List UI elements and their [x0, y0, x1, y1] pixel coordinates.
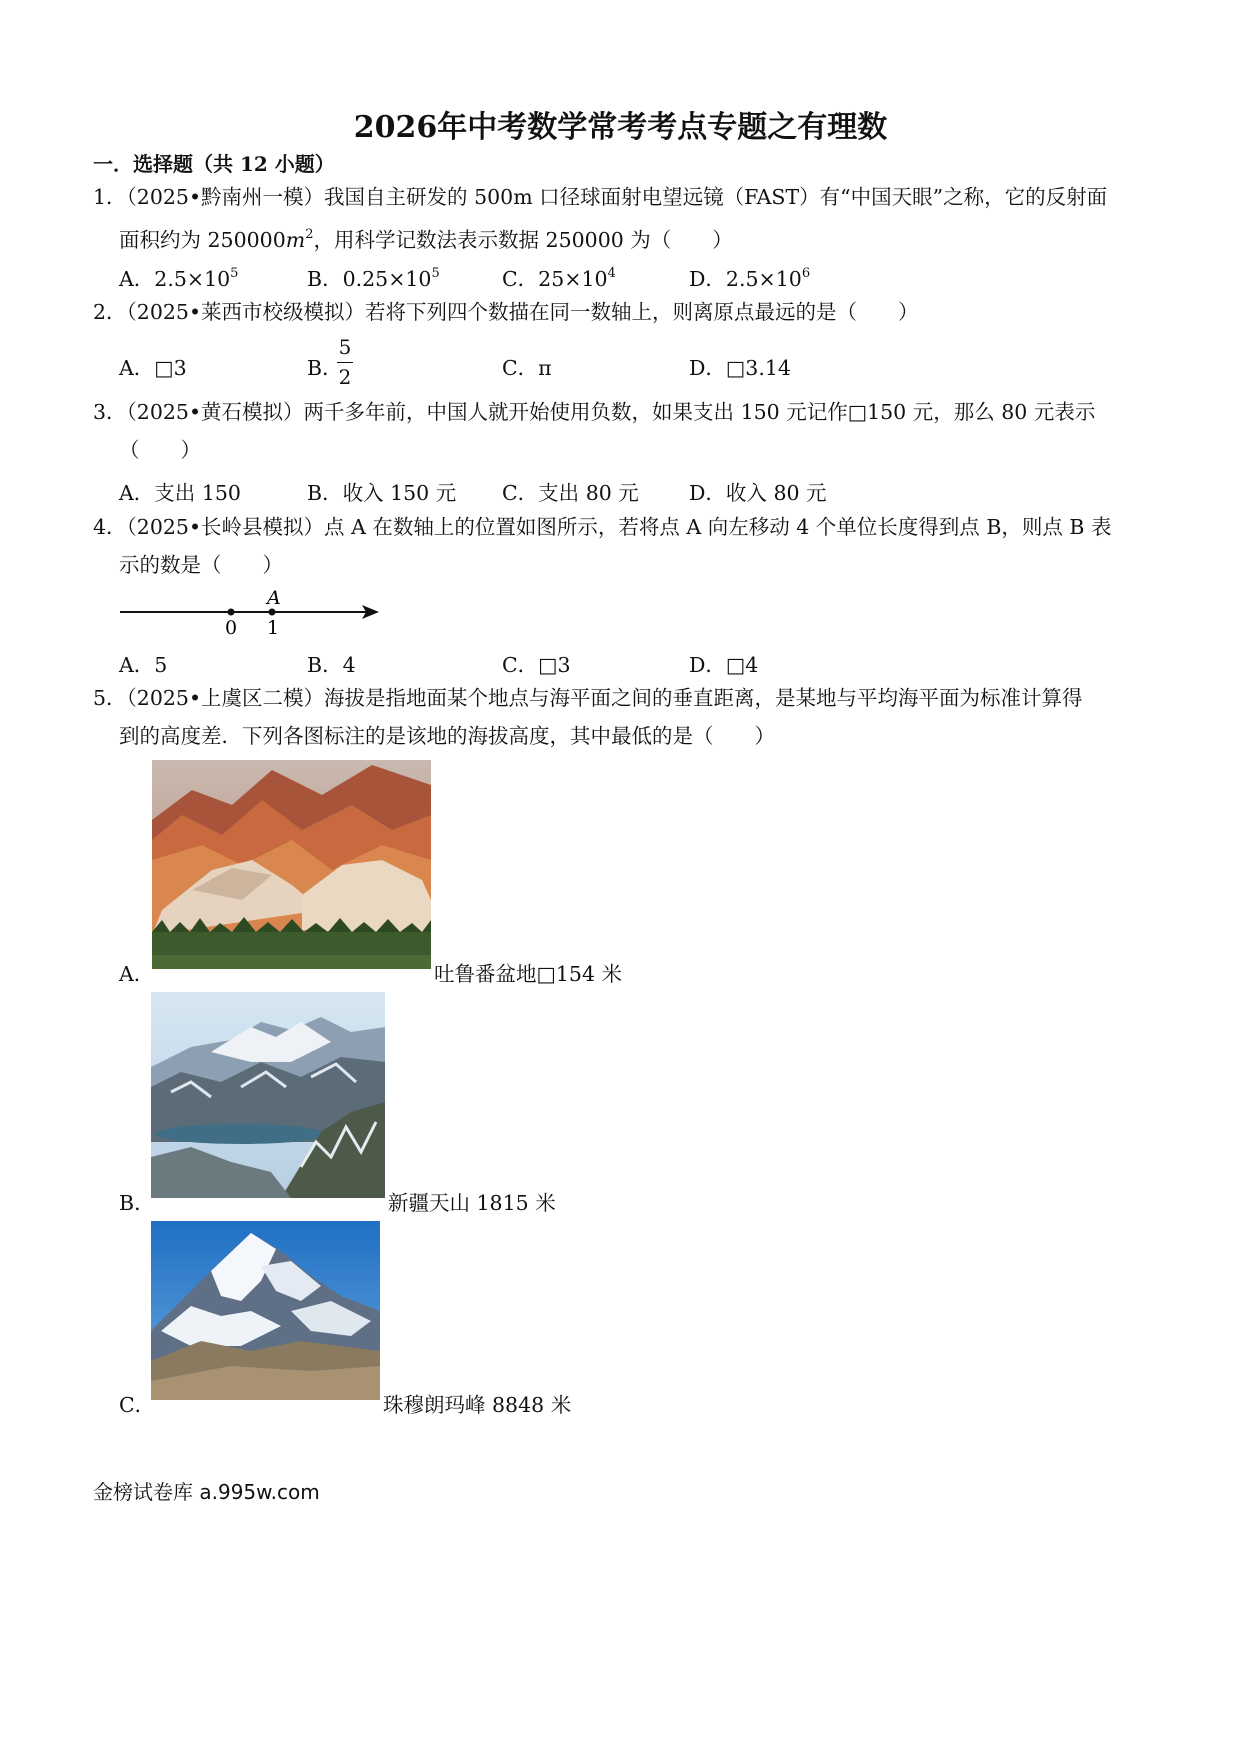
question-5-option-c-caption: 珠穆朗玛峰 8848 米 [383, 1393, 572, 1417]
point-a-label: A [267, 587, 281, 609]
fraction-bar [337, 362, 353, 363]
question-3-option-a[interactable]: A．支出 150 [119, 481, 241, 505]
page-title: 2026年中考数学常考考点专题之有理数 [353, 110, 888, 145]
turpan-basin-photo [152, 760, 431, 969]
question-2-line-1: 2．（2025•莱西市校级模拟）若将下列四个数描在同一数轴上，则离原点最远的是（ ） [93, 300, 919, 324]
section-heading: 一．选择题（共 12 小题） [93, 152, 335, 176]
question-5-option-a-caption: 吐鲁番盆地□154 米 [434, 962, 623, 986]
question-4-option-a[interactable]: A．5 [119, 653, 168, 677]
fraction-denominator: 2 [338, 365, 352, 389]
question-4-option-b[interactable]: B．4 [307, 653, 356, 677]
question-5-option-a[interactable]: A． [119, 962, 155, 986]
question-2-option-c[interactable]: C．π [502, 356, 552, 380]
question-1-option-b[interactable]: B．$0.25\times 10^5$ [307, 266, 440, 291]
question-3-line-2: （ ） [119, 438, 201, 462]
origin-point [228, 609, 235, 616]
tick-label-1: 1 [267, 617, 280, 639]
question-2-option-b[interactable]: B． [307, 356, 343, 380]
question-4-option-c[interactable]: C．□3 [502, 653, 571, 677]
question-1-option-c[interactable]: C．$25\times 10^4$ [502, 266, 616, 291]
tianshan-photo [151, 992, 385, 1198]
point-a [269, 609, 276, 616]
number-line-diagram [115, 585, 385, 640]
question-1-option-a[interactable]: A．$2.5\times 10^5$ [119, 266, 239, 291]
question-5-option-b-caption: 新疆天山 1815 米 [388, 1191, 556, 1215]
question-2-option-d[interactable]: D．□3.14 [689, 356, 791, 380]
question-1-line-2: 面积约为 $250000m^2$，用科学记数法表示数据 250000 为（ ） [119, 227, 733, 252]
question-2-option-a[interactable]: A．□3 [119, 356, 187, 380]
question-3-option-b[interactable]: B．收入 150 元 [307, 481, 457, 505]
fraction-numerator: 5 [338, 335, 352, 359]
question-5-option-b[interactable]: B． [119, 1191, 155, 1215]
question-4-line-2: 示的数是（ ） [119, 553, 283, 577]
question-3-line-1: 3．（2025•黄石模拟）两千多年前，中国人就开始使用负数，如果支出 150 元记作□150 元，那么 80 元表示 [93, 400, 1096, 424]
question-4-option-d[interactable]: D．□4 [689, 653, 759, 677]
question-5-line-1: 5．（2025•上虞区二模）海拔是指地面某个地点与海平面之间的垂直距离，是某地与平均海平面为标准计算得 [93, 686, 1083, 710]
footer-watermark: 金榜试卷库 a.995w.com [93, 1480, 320, 1504]
question-3-option-c[interactable]: C．支出 80 元 [502, 481, 639, 505]
question-5-line-2: 到的高度差．下列各图标注的是该地的海拔高度，其中最低的是（ ） [119, 724, 775, 748]
question-4-line-1: 4．（2025•长岭县模拟）点 A 在数轴上的位置如图所示，若将点 A 向左移动 4 个单位长度得到点 B，则点 B 表 [93, 515, 1112, 539]
everest-photo [151, 1221, 380, 1400]
question-3-option-d[interactable]: D．收入 80 元 [689, 481, 827, 505]
tick-label-0: 0 [225, 617, 238, 639]
fraction-five-halves [334, 335, 356, 389]
question-1-line-1: 1．（2025•黔南州一模）我国自主研发的 500m 口径球面射电望远镜（FAST）有“中国天眼”之称，它的反射面 [93, 185, 1108, 209]
question-1-option-d[interactable]: D．$2.5\times 10^6$ [689, 266, 811, 291]
question-5-option-c[interactable]: C． [119, 1393, 156, 1417]
